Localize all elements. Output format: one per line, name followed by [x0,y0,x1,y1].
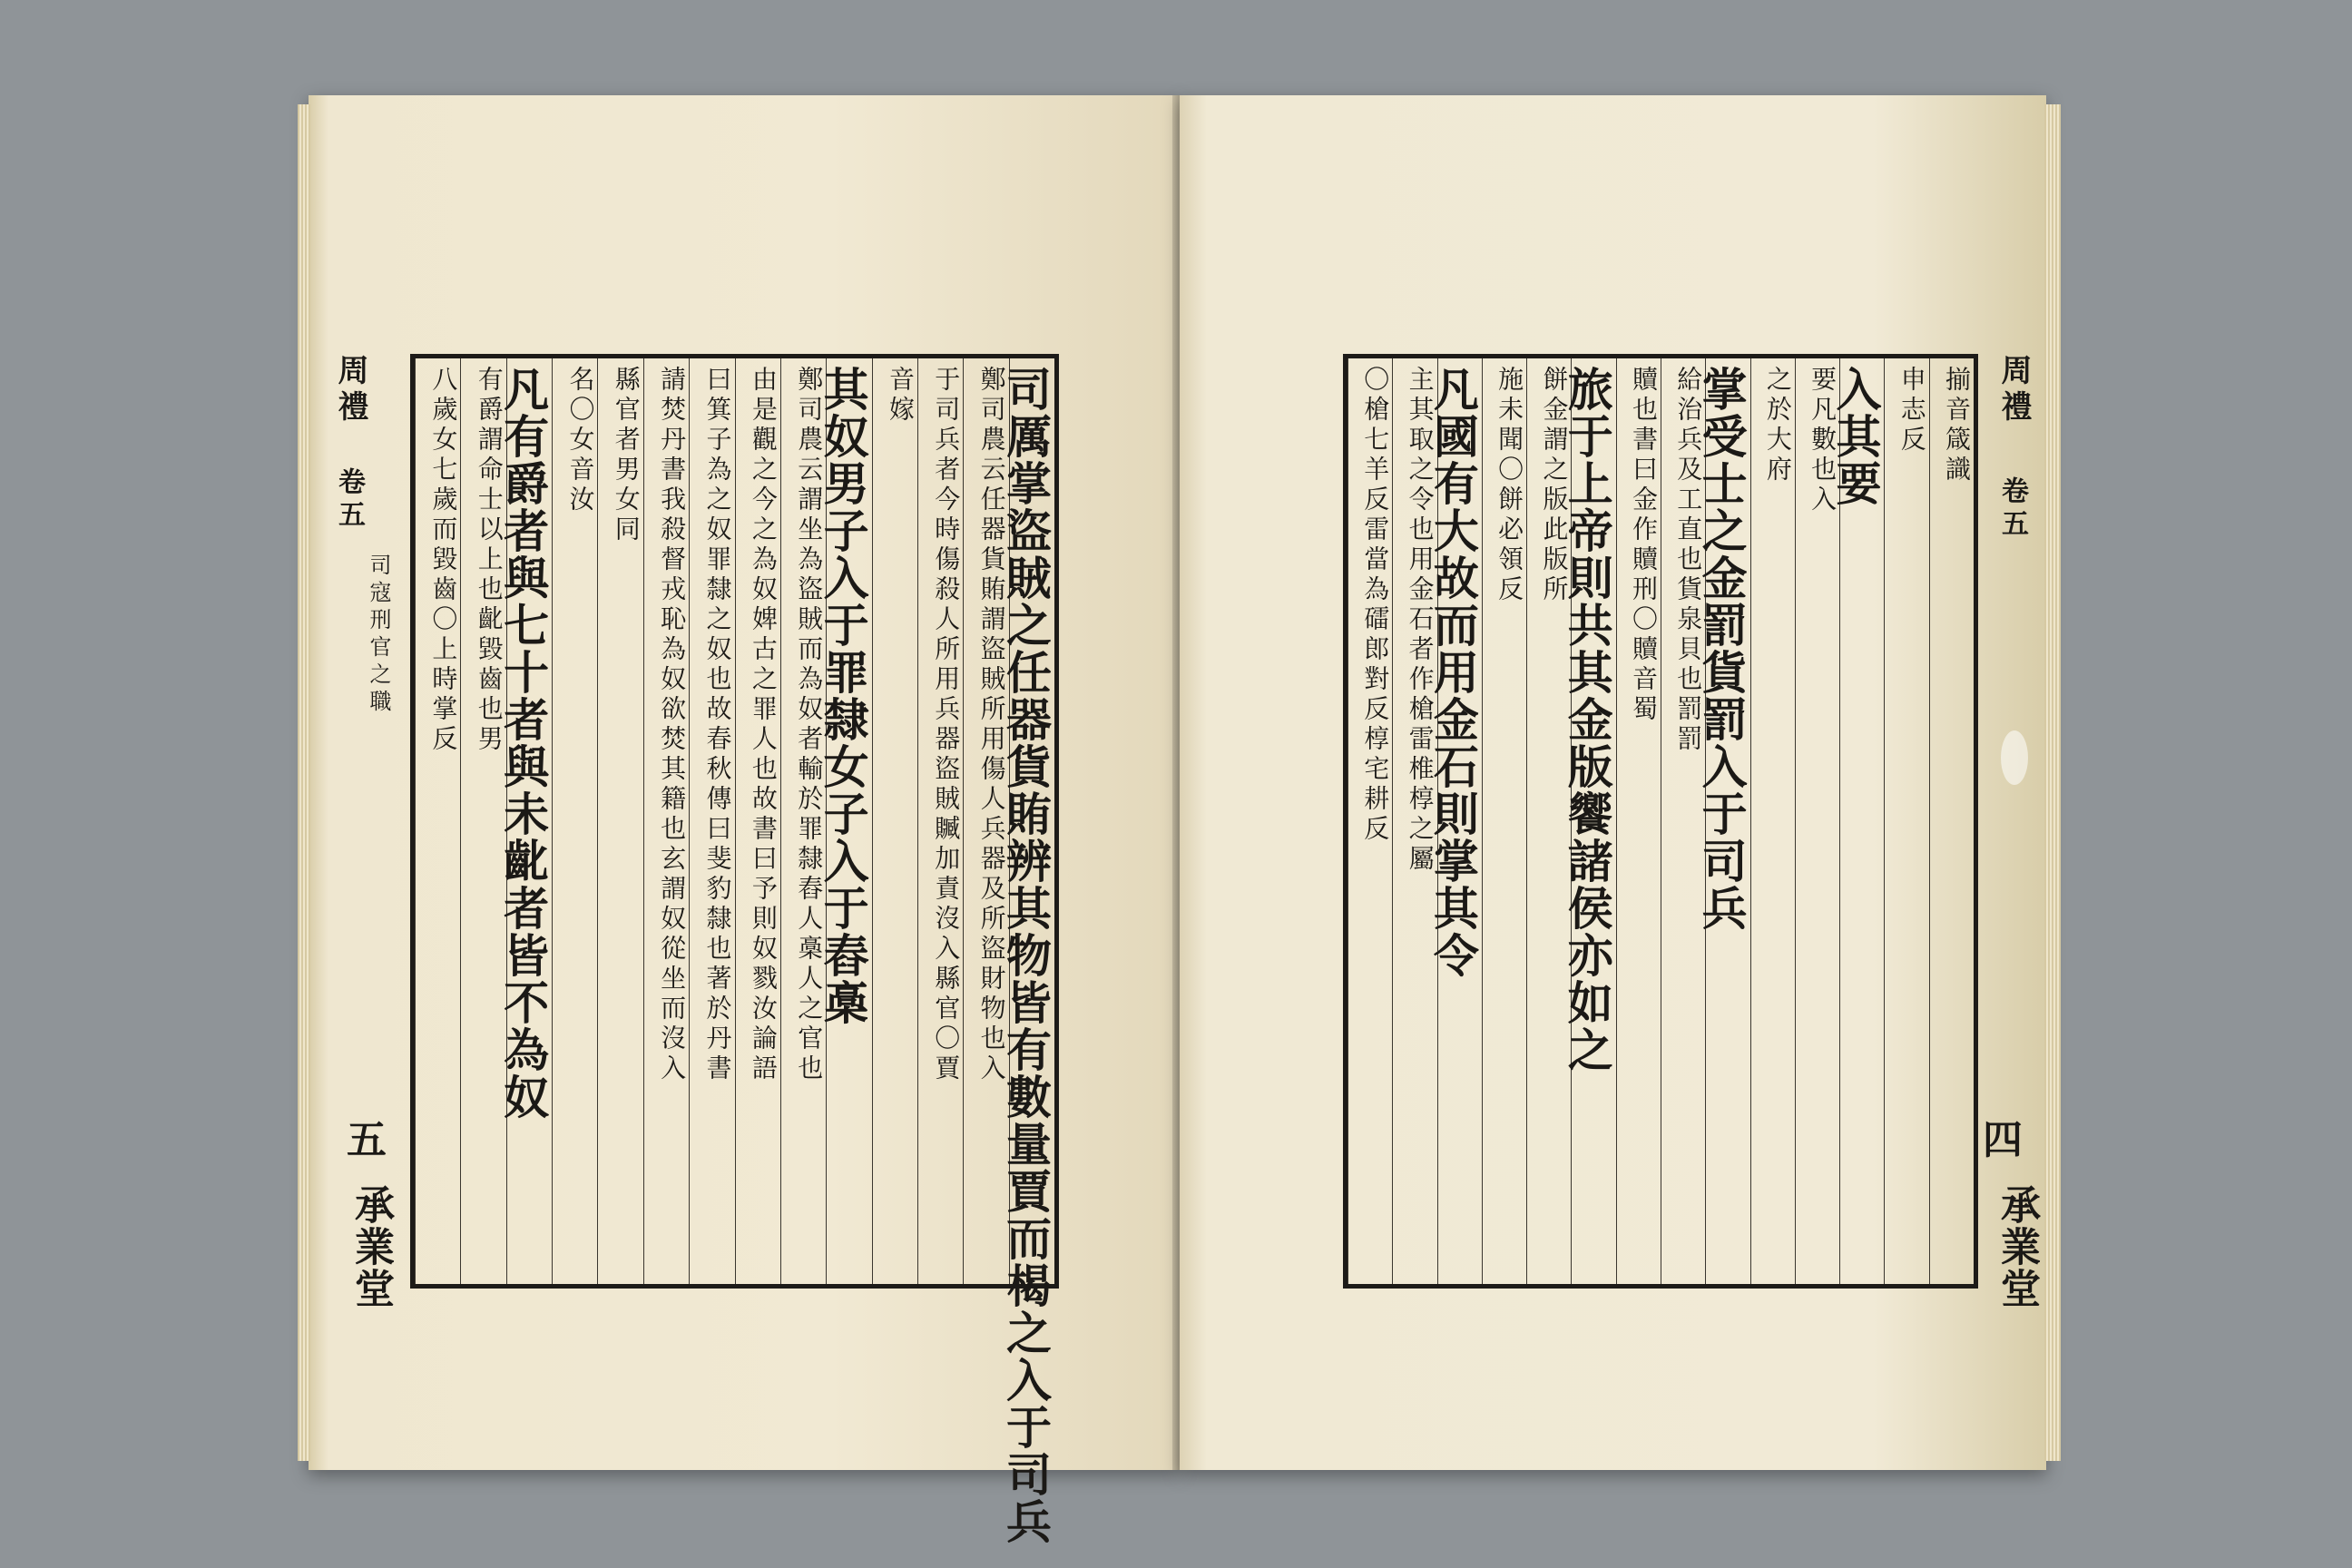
main-text: 入其要 [1828,366,1883,507]
commentary-text: 贖也書曰金作贖刑〇贖音蜀 [1629,366,1659,725]
text-column [1392,358,1436,1284]
text-column [496,358,552,1284]
text-column [963,358,1008,1284]
right-margin-title: 周禮 [1995,354,2032,426]
main-text: 旅于上帝則共其金版饗諸侯亦如之 [1560,366,1614,1073]
right-margin-volume: 卷五 [1996,476,2028,542]
main-text: 凡國有大故而用金石則掌其令 [1426,366,1480,979]
commentary-text: 八歲女七歲而毀齒〇上時掌反 [428,366,459,755]
text-column [1426,358,1482,1284]
text-column [1661,358,1705,1284]
open-book [309,95,2046,1545]
paper-stain [2001,730,2028,785]
text-column [872,358,917,1284]
main-text: 司厲掌盜賊之任器貨賄辨其物皆有數量賈而楬之入于司兵 [999,366,1053,1545]
text-column [1616,358,1661,1284]
commentary-text: 〇槍七羊反雷當為礌郎對反椁宅耕反 [1360,366,1391,845]
main-text: 凡有爵者與七十者與未齔者皆不為奴 [496,366,551,1121]
text-column [1750,358,1795,1284]
text-column [689,358,734,1284]
text-column [917,358,963,1284]
text-column [780,358,826,1284]
right-columns [1348,358,1974,1284]
left-folio: 五 [347,1117,387,1163]
text-column [816,358,871,1284]
commentary-text: 有爵謂命士以上也齔毀齒也男 [474,366,505,755]
commentary-text: 請焚丹書我殺督戎恥為奴欲焚其籍也玄謂奴從坐而沒入 [657,366,688,1084]
commentary-text: 要凡數也入 [1808,366,1838,515]
left-publisher: 承業堂 [348,1184,394,1309]
text-column [552,358,597,1284]
commentary-text: 給治兵及工直也貨泉貝也罰罰 [1673,366,1704,755]
text-column [1560,358,1615,1284]
left-fore-edge [298,104,310,1461]
text-column [1929,358,1974,1284]
left-text-frame [410,354,1059,1545]
text-column [1526,358,1571,1284]
commentary-text: 名〇女音汝 [565,366,596,515]
text-column [597,358,642,1284]
main-text: 其奴男子入于罪隸女子入于舂槀 [816,366,870,1026]
left-margin-title: 周禮 [332,354,368,426]
commentary-text: 鄭司農云謂坐為盜賊而為奴者輸於罪隸舂人槀人之官也 [794,366,825,1084]
text-column [735,358,780,1284]
commentary-text: 申志反 [1896,366,1927,456]
right-text-frame [1343,354,1978,1289]
right-page [1180,95,2046,1470]
right-fore-edge [2044,104,2061,1461]
text-column [1694,358,1749,1284]
text-column [999,358,1054,1545]
commentary-text: 曰箕子為之奴罪隸之奴也故春秋傳曰斐豹隸也著於丹書 [702,366,733,1084]
commentary-text: 揃音箴識 [1942,366,1972,485]
text-column [1795,358,1839,1284]
text-column [1828,358,1884,1284]
text-column [415,358,460,1284]
commentary-text: 音嫁 [885,366,916,426]
text-column [1348,358,1392,1284]
main-text: 掌受士之金罰貨罰入于司兵 [1694,366,1749,932]
left-margin-volume: 卷五 [333,467,365,533]
left-margin-section: 司寇刑官之職 [366,554,391,717]
left-columns [415,358,1054,1545]
text-column [1884,358,1928,1284]
commentary-text: 由是觀之今之為奴婢古之罪人也故書曰予則奴戮汝論語 [748,366,779,1084]
right-folio: 四 [1983,1117,2023,1163]
text-column [460,358,505,1284]
commentary-text: 之於大府 [1762,366,1793,485]
commentary-text: 于司兵者今時傷殺人所用兵器盜賊贓加責沒入縣官〇賈 [931,366,962,1084]
left-page [309,95,1180,1545]
commentary-text: 施未聞〇餅必領反 [1494,366,1525,605]
right-publisher: 承業堂 [1994,1184,2040,1309]
commentary-text: 縣官者男女同 [611,366,642,545]
text-column [1482,358,1526,1284]
commentary-text: 主其取之令也用金石者作槍雷椎椁之屬 [1405,366,1436,875]
commentary-text: 餅金謂之版此版所 [1539,366,1570,605]
commentary-text: 鄭司農云任器貨賄謂盜賊所用傷人兵器及所盜財物也入 [976,366,1007,1084]
text-column [643,358,689,1284]
